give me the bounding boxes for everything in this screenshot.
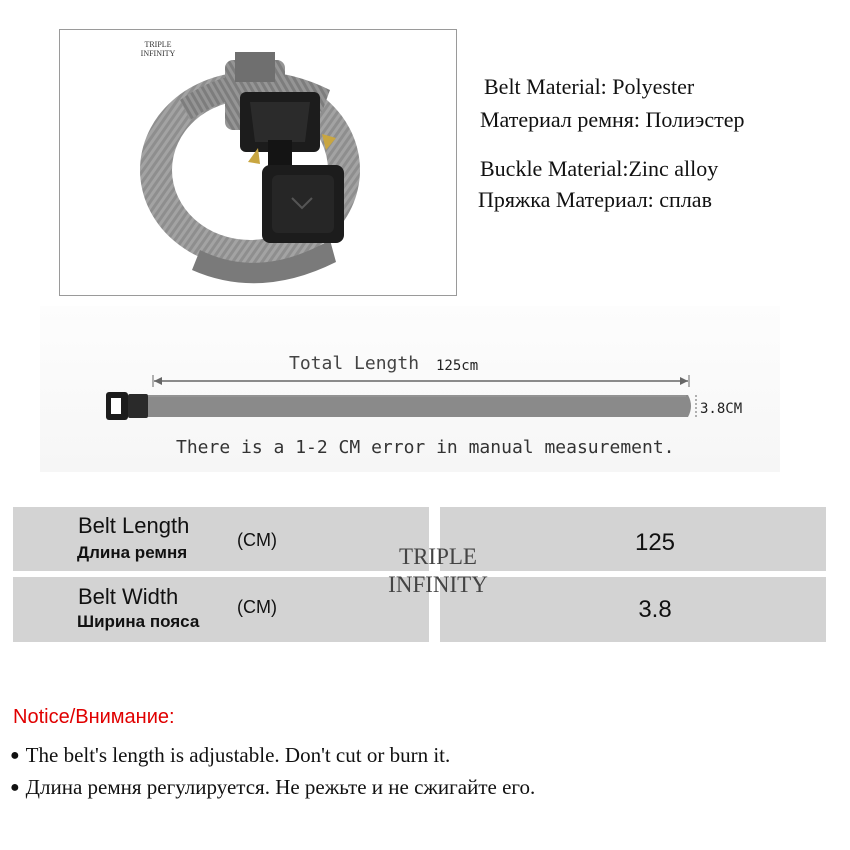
measurement-error-note: There is a 1-2 CM error in manual measurement. xyxy=(176,437,675,458)
brand-watermark xyxy=(374,543,502,599)
table-row-width-label-cell xyxy=(13,577,429,642)
belt-material-ru: Материал ремня: Полиэстер xyxy=(480,107,745,132)
belt-width-table-value: 3.8 xyxy=(638,596,672,623)
belt-length-subtitle: Длина ремня xyxy=(77,543,188,562)
photo-brand-line2: INFINITY xyxy=(140,49,176,58)
buckle-material-en: Buckle Material:Zinc alloy xyxy=(480,156,719,181)
photo-brand-line1: TRIPLE xyxy=(144,40,172,49)
total-length-label: Total Length xyxy=(289,353,420,374)
total-length-value: 125cm xyxy=(436,358,479,374)
belt-width-subtitle: Ширина пояса xyxy=(77,612,200,631)
belt-length-unit: (CM) xyxy=(237,530,277,550)
notice-item xyxy=(10,775,535,800)
buckle-material-ru: Пряжка Материал: сплав xyxy=(478,187,712,212)
notice-item xyxy=(10,743,450,768)
measurement-diagram xyxy=(40,306,780,472)
photo-brand-mark xyxy=(130,40,186,58)
product-photo xyxy=(59,29,457,296)
belt-length-value: 125 xyxy=(634,529,676,556)
belt-width-title: Belt Width xyxy=(78,584,179,609)
notice-title: Notice/Внимание: xyxy=(13,706,175,728)
belt-length-title: Belt Length xyxy=(78,513,190,538)
watermark-line2: INFINITY xyxy=(388,572,488,597)
watermark-line1: TRIPLE xyxy=(399,544,477,569)
belt-material-en: Belt Material: Polyester xyxy=(484,74,695,99)
notice-item-text: The belt's length is adjustable. Don't cut or burn it. xyxy=(25,743,451,767)
notice-item-text: Длина ремня регулируется. Не режьте и не сжигайте его. xyxy=(25,775,536,799)
belt-photo-image xyxy=(60,30,457,296)
bullet-icon: ● xyxy=(10,779,20,796)
bullet-icon: ● xyxy=(10,747,20,764)
belt-width-value: 3.8CM xyxy=(700,401,743,417)
belt-width-unit: (CM) xyxy=(237,597,277,617)
table-row-length-label-cell xyxy=(13,507,429,571)
